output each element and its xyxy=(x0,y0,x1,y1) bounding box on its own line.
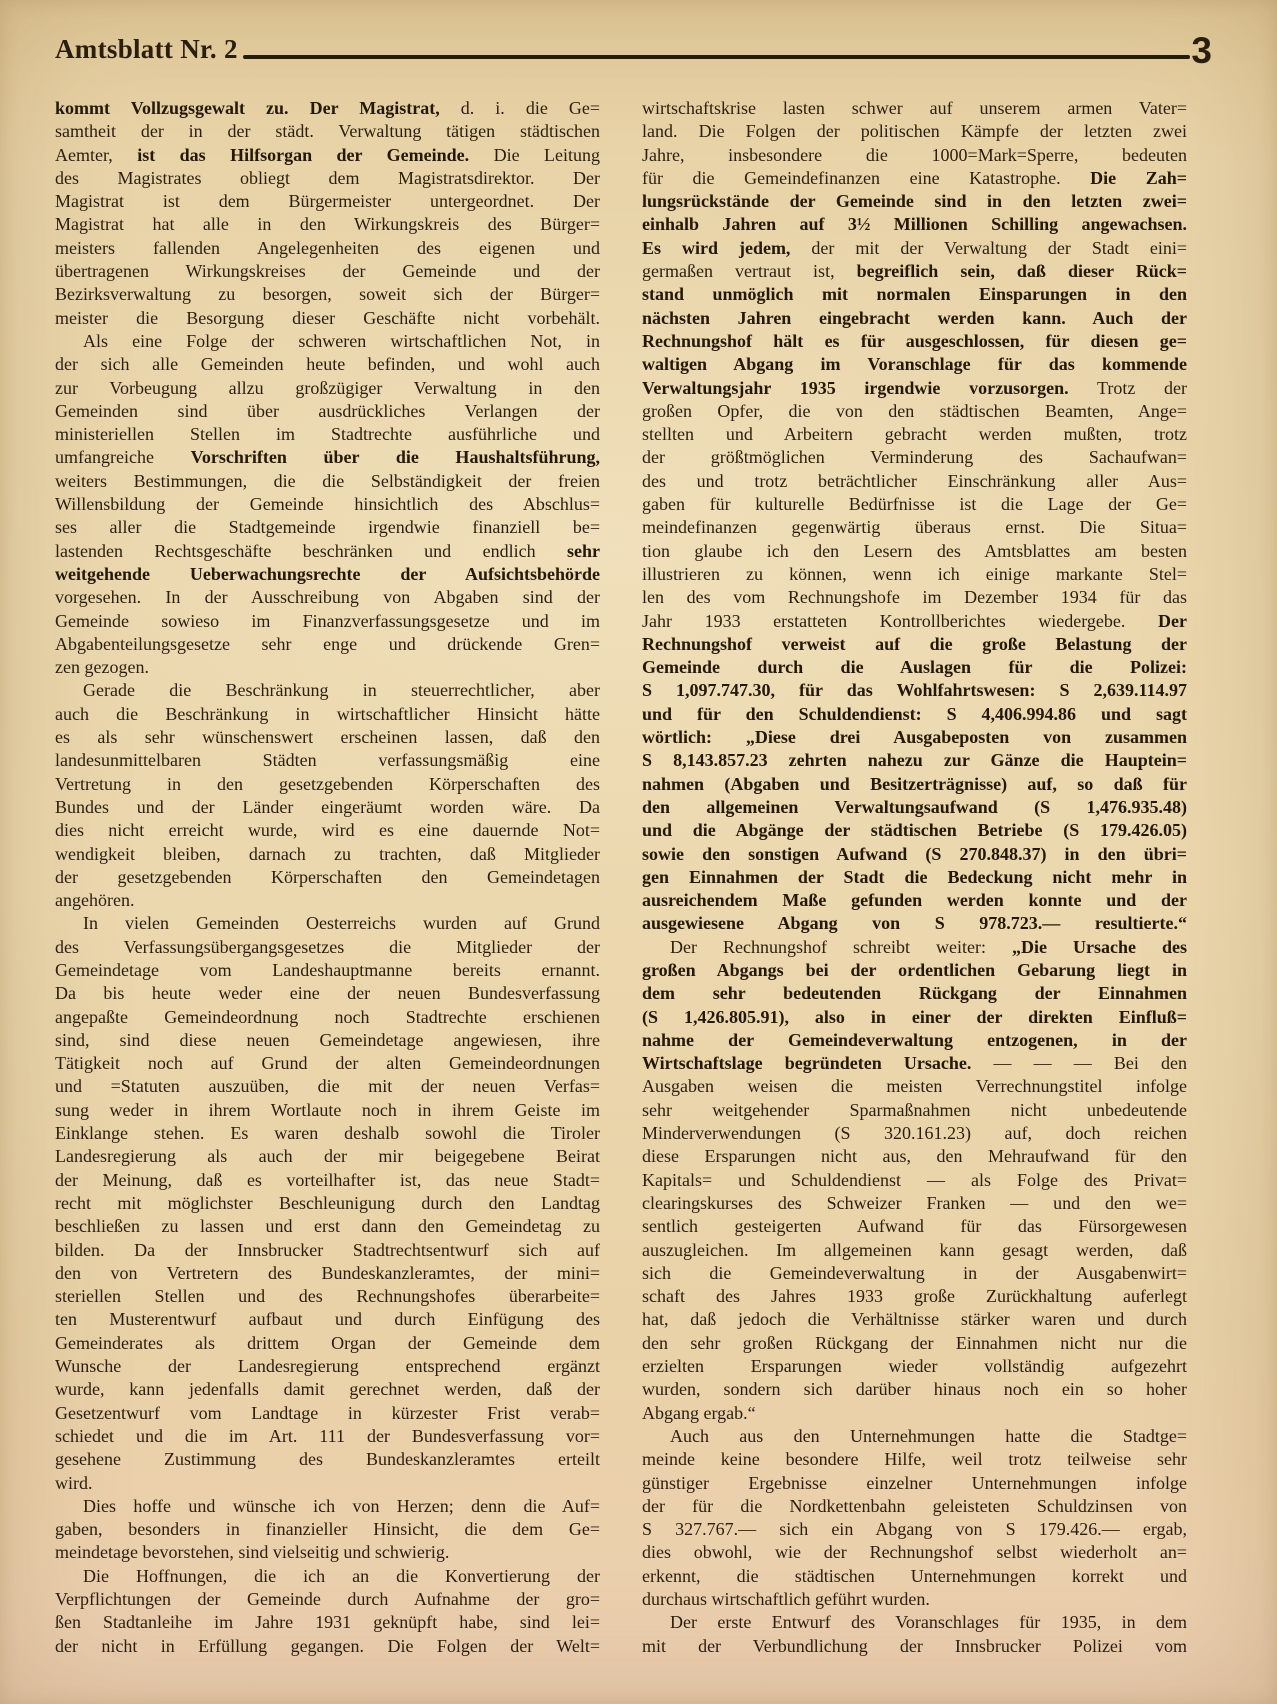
text-run: Als eine Folge der schweren wirtschaftlichen Not, in xyxy=(83,330,600,351)
text-run-bold: nächsten Jahren eingebracht werden kann. Auch der xyxy=(642,307,1187,328)
text-line xyxy=(642,353,1187,376)
text-line xyxy=(642,97,1187,120)
text-run: Willensbildung der Gemeinde hinsichtlich des Abschlus= xyxy=(55,494,600,515)
text-line xyxy=(55,167,600,190)
text-line xyxy=(642,959,1187,982)
text-run: großen Opfer, die von den städtischen Beamten, Ange= xyxy=(642,400,1187,421)
text-line xyxy=(642,1192,1187,1215)
text-line xyxy=(55,1052,600,1075)
text-run: Gerade die Beschränkung in steuerrechtlicher, aber xyxy=(83,680,600,701)
text-line xyxy=(55,1308,600,1331)
text-line xyxy=(55,773,600,796)
text-run-bold: kommt Vollzugsgewalt zu. Der Magistrat, xyxy=(55,98,440,118)
text-run: der sich alle Gemeinden heute befinden, und wohl auch xyxy=(55,354,600,375)
text-line xyxy=(55,493,600,516)
text-line xyxy=(642,726,1187,749)
text-run: land. Die Folgen der politischen Kämpfe der letzten zwei xyxy=(642,121,1187,142)
text-line xyxy=(55,889,600,912)
text-run: Die Leitung xyxy=(469,144,600,165)
text-run-bold: Der xyxy=(1158,610,1187,631)
text-run: meinde keine besondere Hilfe, weil trotz teilweise sehr xyxy=(642,1449,1187,1470)
text-line xyxy=(55,912,600,935)
text-run-bold: einhalb Jahren auf 3½ Millionen Schilling angewachsen. xyxy=(642,214,1187,235)
text-line xyxy=(55,1192,600,1215)
text-line xyxy=(55,470,600,493)
text-run: Die Hoffnungen, die ich an die Konvertierung der xyxy=(83,1565,600,1586)
text-line xyxy=(55,1588,600,1611)
text-run: S 327.767.— sich ein Abgang von S 179.426.— ergab, xyxy=(642,1519,1187,1540)
text-line xyxy=(55,423,600,446)
text-run: Bezirksverwaltung zu besorgen, soweit sich der Bürger= xyxy=(55,284,600,305)
text-run: Der erste Entwurf des Voranschlages für 1935, in dem xyxy=(670,1612,1187,1633)
text-line xyxy=(642,1099,1187,1122)
text-line xyxy=(55,1285,600,1308)
text-run: erkennt, die städtischen Unternehmungen korrekt und xyxy=(642,1565,1187,1586)
text-run-bold: sowie den sonstigen Aufwand (S 270.848.37) in den übri= xyxy=(642,843,1187,864)
text-line xyxy=(55,400,600,423)
text-run: angehören. xyxy=(55,890,135,911)
text-line xyxy=(642,120,1187,143)
text-run: Gemeinden sind über ausdrückliches Verlangen der xyxy=(55,400,600,421)
text-run: lastenden Rechtsgeschäfte beschränken und endlich xyxy=(55,540,567,561)
text-line xyxy=(642,377,1187,400)
text-line xyxy=(55,446,600,469)
text-line xyxy=(642,1565,1187,1588)
text-run: illustrieren zu können, wenn ich einige markante Stel= xyxy=(642,563,1187,584)
paragraph xyxy=(55,97,600,330)
text-line xyxy=(55,1402,600,1425)
text-run: schiedet und die im Art. 111 der Bundesverfassung vor= xyxy=(55,1425,600,1446)
text-run: germaßen vertraut ist, xyxy=(642,261,857,282)
text-run: landesunmittelbaren Städten verfassungsmäßig eine xyxy=(55,750,600,771)
text-line xyxy=(55,237,600,260)
text-line xyxy=(642,213,1187,236)
text-run: Gemeindetage vom Landeshauptmanne bereits ernannt. xyxy=(55,959,600,980)
text-run: der Meinung, daß es vorteilhafter ist, das neue Stadt= xyxy=(55,1169,600,1190)
text-line xyxy=(642,610,1187,633)
text-run: Jahr 1933 erstatteten Kontrollberichtes wiedergebe. xyxy=(642,610,1159,631)
text-run: Verpflichtungen der Gemeinde durch Aufnahme der gro= xyxy=(55,1589,600,1609)
text-line xyxy=(55,982,600,1005)
text-run: Gemeinderates als drittem Organ der Gemeinde dem xyxy=(55,1332,600,1353)
text-run-bold: und die Abgänge der städtischen Betriebe (S 179.426.05) xyxy=(642,820,1187,841)
text-line xyxy=(642,260,1187,283)
text-line xyxy=(55,1006,600,1029)
text-run: Da bis heute weder eine der neuen Bundesverfassung xyxy=(55,983,600,1004)
text-line xyxy=(55,1541,600,1564)
text-run: günstiger Ergebnisse einzelner Unternehmungen infolge xyxy=(642,1472,1187,1493)
text-run: meisters fallenden Angelegenheiten des eigenen und xyxy=(55,237,600,258)
header-rule xyxy=(243,55,1191,59)
text-run-bold: ist das Hilfsorgan der Gemeinde. xyxy=(137,144,470,165)
text-line xyxy=(55,1332,600,1355)
text-line xyxy=(55,1355,600,1378)
paragraph xyxy=(642,936,1187,1425)
text-run: hat, daß jedoch die Verhältnisse stärker waren und durch xyxy=(642,1309,1187,1330)
text-line xyxy=(642,843,1187,866)
text-run: bilden. Da der Innsbrucker Stadtrechtsentwurf sich auf xyxy=(55,1239,600,1260)
text-run: wurden, sondern sich darüber hinaus noch ein so hoher xyxy=(642,1379,1187,1400)
text-line xyxy=(642,1122,1187,1145)
text-line xyxy=(55,866,600,889)
text-run: sehr weitgehender Sparmaßnahmen nicht unbedeutende xyxy=(642,1099,1187,1120)
text-run: des Magistrates obliegt dem Magistratsdirektor. Der xyxy=(55,167,600,188)
text-line xyxy=(55,1448,600,1471)
text-run: sind, sind diese neuen Gemeindetage angewiesen, ihre xyxy=(55,1029,600,1050)
text-run: wurde, kann jedenfalls damit gerechnet werden, daß der xyxy=(55,1379,600,1400)
text-run: sentlich gesteigerten Aufwand für das Fürsorgewesen xyxy=(642,1216,1187,1237)
text-run-bold: Gemeinde durch die Auslagen für die Polizei: xyxy=(642,657,1187,678)
text-run: Auch aus den Unternehmungen hatte die Stadtge= xyxy=(670,1425,1187,1446)
paragraph xyxy=(55,1565,600,1658)
text-line xyxy=(55,540,600,563)
text-line xyxy=(642,703,1187,726)
text-line xyxy=(55,1122,600,1145)
text-run: Abgabenteilungsgesetze sehr enge und drückende Gren= xyxy=(55,633,600,654)
text-run-bold: dem sehr bedeutenden Rückgang der Einnahmen xyxy=(642,983,1187,1004)
text-line xyxy=(642,1262,1187,1285)
text-line xyxy=(55,1425,600,1448)
text-run: Dies hoffe und wünsche ich von Herzen; denn die Auf= xyxy=(83,1495,600,1516)
text-line xyxy=(55,1029,600,1052)
paragraph xyxy=(55,330,600,679)
text-run-bold: Rechnungshof verweist auf die große Belastung der xyxy=(642,633,1187,654)
text-run: meindefinanzen gegenwärtig überaus ernst. Die Situa= xyxy=(642,517,1187,538)
text-line xyxy=(55,1472,600,1495)
text-run: Bundes und der Länder eingeräumt worden wäre. Da xyxy=(55,796,600,817)
text-line xyxy=(642,400,1187,423)
text-run: Magistrat hat alle in den Wirkungskreis des Bürger= xyxy=(55,214,600,235)
text-run: gaben, besonders in finanzieller Hinsicht, die dem Ge= xyxy=(55,1519,600,1540)
left-column xyxy=(55,97,600,1658)
text-line xyxy=(642,1075,1187,1098)
text-run: sich die Gemeindeverwaltung in der Ausgabenwirt= xyxy=(642,1262,1187,1283)
text-line xyxy=(55,959,600,982)
text-run: erzielten Ersparungen wieder vollständig aufgezehrt xyxy=(642,1356,1187,1377)
text-line xyxy=(642,307,1187,330)
text-run: der nicht in Erfüllung gegangen. Die Folgen der Welt= xyxy=(55,1635,600,1656)
text-line xyxy=(55,656,600,679)
text-run-bold: ausgewiesene Abgang von S 978.723.— resultierte.“ xyxy=(642,913,1187,934)
text-run: zur Vorbeugung allzu großzügiger Verwaltung in den xyxy=(55,377,600,398)
text-line xyxy=(55,1215,600,1238)
text-line xyxy=(55,1099,600,1122)
text-run: gesehene Zustimmung des Bundeskanzleramtes erteilt xyxy=(55,1449,600,1470)
text-line xyxy=(55,563,600,586)
text-run: vorgesehen. In der Ausschreibung von Abgaben sind der xyxy=(55,587,600,608)
text-run: Trotz der xyxy=(1068,377,1187,398)
text-run: wendigkeit bleiben, darnach zu trachten, daß Mitglieder xyxy=(55,843,600,864)
text-line xyxy=(642,1611,1187,1634)
text-run: der mit der Verwaltung der Stadt eini= xyxy=(790,237,1187,258)
paragraph xyxy=(642,1425,1187,1611)
text-run: zen gezogen. xyxy=(55,657,149,678)
text-run: übertragenen Wirkungskreises der Gemeinde und der xyxy=(55,261,600,282)
text-run: schaft des Jahres 1933 große Zurückhaltung auferlegt xyxy=(642,1286,1187,1307)
text-line xyxy=(642,1308,1187,1331)
text-run-bold: begreiflich sein, daß dieser Rück= xyxy=(856,261,1187,282)
text-line xyxy=(642,656,1187,679)
text-run-bold: (S 1,426.805.91), also in einer der direkten Einfluß= xyxy=(642,1006,1187,1027)
text-line xyxy=(55,1262,600,1285)
text-run: wird. xyxy=(55,1472,93,1493)
text-line xyxy=(642,773,1187,796)
text-line xyxy=(642,1029,1187,1052)
text-line xyxy=(55,586,600,609)
text-line xyxy=(55,1169,600,1192)
content-columns xyxy=(55,97,1187,1658)
text-run-bold: S 1,097.747.30, für das Wohlfahrtswesen: S 2,639.114.97 xyxy=(642,680,1187,701)
text-line xyxy=(55,1611,600,1634)
text-line xyxy=(642,1332,1187,1355)
text-line xyxy=(55,377,600,400)
text-run: umfangreiche xyxy=(55,447,191,468)
text-run: wirtschaftskrise lasten schwer auf unserem armen Vater= xyxy=(642,98,1187,118)
text-line xyxy=(55,726,600,749)
text-run: den sehr großen Rückgang der Einnahmen nicht nur die xyxy=(642,1332,1187,1353)
text-line xyxy=(642,1635,1187,1658)
text-run-bold: Vorschriften über die Haushaltsführung, xyxy=(190,447,600,468)
text-line xyxy=(642,190,1187,213)
text-line xyxy=(55,516,600,539)
text-line xyxy=(642,493,1187,516)
text-run-bold: lungsrückstände der Gemeinde sind in den letzten zwei= xyxy=(642,191,1187,212)
text-run: — — — Bei den xyxy=(971,1053,1187,1074)
text-run: ten Musterentwurf aufbaut und durch Einfügung des xyxy=(55,1309,600,1330)
text-line xyxy=(642,1425,1187,1448)
text-run: Gemeinde sowieso im Finanzverfassungsgesetze und im xyxy=(55,610,600,631)
text-run-bold: wörtlich: „Diese drei Ausgabeposten von zusammen xyxy=(642,727,1187,748)
text-line xyxy=(642,866,1187,889)
paragraph xyxy=(55,912,600,1494)
text-line xyxy=(55,190,600,213)
text-run: clearingskurses des Schweizer Franken — und den we= xyxy=(642,1192,1187,1213)
text-line xyxy=(642,446,1187,469)
text-line xyxy=(642,516,1187,539)
right-column xyxy=(642,97,1187,1658)
text-run: dies nicht erreicht wurde, wird es eine dauernde Not= xyxy=(55,820,600,841)
text-line xyxy=(55,1518,600,1541)
text-run-bold: stand unmöglich mit normalen Einsparungen in den xyxy=(642,284,1187,305)
text-run-bold: S 8,143.857.23 zehrten nahezu zur Gänze die Hauptein= xyxy=(642,750,1187,771)
text-line xyxy=(642,1402,1187,1425)
text-run: Jahre, insbesondere die 1000=Mark=Sperre, bedeuten xyxy=(642,144,1187,165)
text-line xyxy=(55,1075,600,1098)
text-run: weiters Bestimmungen, die die Selbständigkeit der freien xyxy=(55,470,600,491)
text-line xyxy=(642,1541,1187,1564)
text-run-bold: Rechnungshof hält es für ausgeschlossen, für diesen ge= xyxy=(642,330,1187,351)
page-number: 3 xyxy=(1191,30,1213,72)
text-line xyxy=(642,982,1187,1005)
text-run: für die Gemeindefinanzen eine Katastrophe. xyxy=(642,167,1091,188)
text-line xyxy=(55,97,600,120)
text-run-bold: nahmen (Abgaben und Besitzerträgnisse) auf, so daß für xyxy=(642,773,1187,794)
text-line xyxy=(642,1239,1187,1262)
text-run: Gesetzentwurf vom Landtage in kürzester Frist verab= xyxy=(55,1402,600,1423)
paragraph xyxy=(55,1495,600,1565)
text-run-bold: waltigen Abgang im Voranschlage für das kommende xyxy=(642,354,1187,375)
text-line xyxy=(55,353,600,376)
text-run-bold: gen Einnahmen der Stadt die Bedeckung nicht mehr in xyxy=(642,866,1187,887)
text-line xyxy=(55,260,600,283)
text-line xyxy=(55,330,600,353)
text-line xyxy=(642,633,1187,656)
text-run: gaben für kulturelle Bedürfnisse ist die Lage der Ge= xyxy=(642,494,1187,515)
text-run: Wunsche der Landesregierung entsprechend ergänzt xyxy=(55,1356,600,1377)
text-run: ses aller die Stadtgemeinde irgendwie finanziell be= xyxy=(55,517,600,538)
text-run: der für die Nordkettenbahn geleisteten Schuldzinsen von xyxy=(642,1495,1187,1516)
text-run: der größtmöglichen Verminderung des Sachaufwan= xyxy=(642,447,1187,468)
text-line xyxy=(55,843,600,866)
text-run: Abgang ergab.“ xyxy=(642,1402,756,1423)
text-line xyxy=(55,213,600,236)
text-line xyxy=(642,679,1187,702)
text-line xyxy=(642,563,1187,586)
text-run-bold: großen Abgangs bei der ordentlichen Gebarung liegt in xyxy=(642,959,1187,980)
text-run-bold: Verwaltungsjahr 1935 irgendwie vorzusorgen. xyxy=(642,377,1069,398)
text-line xyxy=(55,1378,600,1401)
text-run: ministeriellen Stellen im Stadtrechte ausführliche und xyxy=(55,424,600,445)
text-line xyxy=(642,1215,1187,1238)
text-run-bold: Wirtschaftslage begründeten Ursache. xyxy=(642,1053,972,1074)
text-line xyxy=(55,679,600,702)
text-line xyxy=(642,540,1187,563)
text-run: Tätigkeit noch auf Grund der alten Gemeindeordnungen xyxy=(55,1053,600,1074)
text-run: auch die Beschränkung in wirtschaftlicher Hinsicht hätte xyxy=(55,703,600,724)
text-line xyxy=(55,936,600,959)
text-line xyxy=(642,586,1187,609)
text-run-bold: und für den Schuldendienst: S 4,406.994.86 und sagt xyxy=(642,703,1187,724)
text-run: auszugleichen. Im allgemeinen kann gesagt werden, daß xyxy=(642,1239,1187,1260)
text-run: meindetage bevorstehen, sind vielseitig und schwierig. xyxy=(55,1542,450,1563)
text-line xyxy=(642,1472,1187,1495)
text-run: tion glaube ich den Lesern des Amtsblattes am besten xyxy=(642,540,1187,561)
text-run: beschließen zu lassen und erst dann den Gemeindetag zu xyxy=(55,1216,600,1237)
text-run: den von Vertretern des Bundeskanzleramtes, der mini= xyxy=(55,1262,600,1283)
text-line xyxy=(55,749,600,772)
text-line xyxy=(55,1145,600,1168)
text-run: recht mit möglichster Beschleunigung durch den Landtag xyxy=(55,1192,600,1213)
text-line xyxy=(55,144,600,167)
text-run-bold: „Die Ursache des xyxy=(1011,936,1187,957)
text-run: d. i. die Ge= xyxy=(439,98,600,118)
text-run: ßen Stadtanleihe im Jahre 1931 geknüpft habe, sind lei= xyxy=(55,1612,600,1633)
text-run: Minderverwendungen (S 320.161.23) auf, doch reichen xyxy=(642,1123,1187,1144)
text-run: durchaus wirtschaftlich geführt wurden. xyxy=(642,1589,930,1609)
text-line xyxy=(642,749,1187,772)
text-run: stellten und Arbeitern gebracht werden mußten, trotz xyxy=(642,424,1187,445)
text-run: Ausgaben weisen die meisten Verrechnungstitel infolge xyxy=(642,1076,1187,1097)
text-line xyxy=(55,703,600,726)
text-line xyxy=(642,1145,1187,1168)
text-run: des und trotz beträchtlicher Einschränkung aller Aus= xyxy=(642,470,1187,491)
paragraph xyxy=(642,1611,1187,1658)
text-run: es als sehr wünschenswert erscheinen lassen, daß den xyxy=(55,727,600,748)
text-line xyxy=(642,237,1187,260)
text-line xyxy=(642,1588,1187,1611)
text-run: angepaßte Gemeindeordnung noch Stadtrechte erschienen xyxy=(55,1006,600,1027)
text-run: Vertretung in den gesetzgebenden Körperschaften des xyxy=(55,773,600,794)
text-line xyxy=(642,470,1187,493)
text-line xyxy=(642,423,1187,446)
text-line xyxy=(55,610,600,633)
text-run: und =Statuten auszuüben, die mit der neuen Verfas= xyxy=(55,1076,600,1097)
text-line xyxy=(642,1448,1187,1471)
text-run-bold: Die Zah= xyxy=(1090,167,1187,188)
text-run: Einklange stehen. Es waren deshalb sowohl die Tiroler xyxy=(55,1123,600,1144)
text-run: mit der Verbundlichung der Innsbrucker Polizei vom xyxy=(642,1635,1187,1656)
paragraph xyxy=(642,97,1187,936)
text-line xyxy=(642,1169,1187,1192)
text-line xyxy=(642,889,1187,912)
text-line xyxy=(642,912,1187,935)
text-line xyxy=(642,330,1187,353)
text-run: Aemter, xyxy=(55,144,138,165)
text-run: Der Rechnungshof schreibt weiter: xyxy=(670,936,1012,957)
text-line xyxy=(642,1495,1187,1518)
text-run: meister die Besorgung dieser Geschäfte nicht vorbehält. xyxy=(55,307,600,328)
text-line xyxy=(642,1006,1187,1029)
text-line xyxy=(642,1378,1187,1401)
text-line xyxy=(55,796,600,819)
text-run: diese Ersparungen nicht aus, den Mehraufwand für den xyxy=(642,1146,1187,1167)
text-line xyxy=(55,1635,600,1658)
text-run: der gesetzgebenden Körperschaften den Gemeindetagen xyxy=(55,866,600,887)
text-run-bold: Es wird jedem, xyxy=(642,237,791,258)
text-line xyxy=(55,1495,600,1518)
text-line xyxy=(642,1518,1187,1541)
text-run: dies obwohl, wie der Rechnungshof selbst wiederholt an= xyxy=(642,1542,1187,1563)
text-run-bold: den allgemeinen Verwaltungsaufwand (S 1,476.935.48) xyxy=(642,796,1187,817)
text-line xyxy=(642,1052,1187,1075)
text-run: steriellen Stellen und des Rechnungshofes überarbeite= xyxy=(55,1286,600,1307)
text-line xyxy=(642,167,1187,190)
text-line xyxy=(642,936,1187,959)
text-run: In vielen Gemeinden Oesterreichs wurden auf Grund xyxy=(83,913,600,934)
text-line xyxy=(642,283,1187,306)
text-line xyxy=(55,1565,600,1588)
text-line xyxy=(55,283,600,306)
text-run: Magistrat ist dem Bürgermeister untergeordnet. Der xyxy=(55,191,600,212)
text-run-bold: ausreichendem Maße gefunden werden konnte und der xyxy=(642,890,1187,911)
text-run-bold: nahme der Gemeindeverwaltung entzogenen, in der xyxy=(642,1029,1187,1050)
text-line xyxy=(55,819,600,842)
text-line xyxy=(642,819,1187,842)
text-line xyxy=(642,1285,1187,1308)
text-line xyxy=(55,1239,600,1262)
paragraph xyxy=(55,679,600,912)
text-run: samtheit der in der städt. Verwaltung tätigen städtischen xyxy=(55,121,600,142)
text-run-bold: weitgehende Ueberwachungsrechte der Aufsichtsbehörde xyxy=(55,563,600,584)
text-run-bold: sehr xyxy=(567,540,600,561)
page-header xyxy=(55,30,1213,72)
text-run: Landesregierung als auch der mir beigegebene Beirat xyxy=(55,1146,600,1167)
text-line xyxy=(55,120,600,143)
text-line xyxy=(55,307,600,330)
text-run: len des vom Rechnungshofe im Dezember 1934 für das xyxy=(642,587,1187,608)
masthead-title: Amtsblatt Nr. 2 xyxy=(55,34,238,64)
text-run: Kapitals= und Schuldendienst — als Folge des Privat= xyxy=(642,1169,1187,1190)
text-run: des Verfassungsübergangsgesetzes die Mitglieder der xyxy=(55,936,600,957)
text-line xyxy=(642,144,1187,167)
text-line xyxy=(55,633,600,656)
text-run: sung weder in ihrem Wortlaute noch in ihrem Geiste im xyxy=(55,1099,600,1120)
text-line xyxy=(642,1355,1187,1378)
text-line xyxy=(642,796,1187,819)
